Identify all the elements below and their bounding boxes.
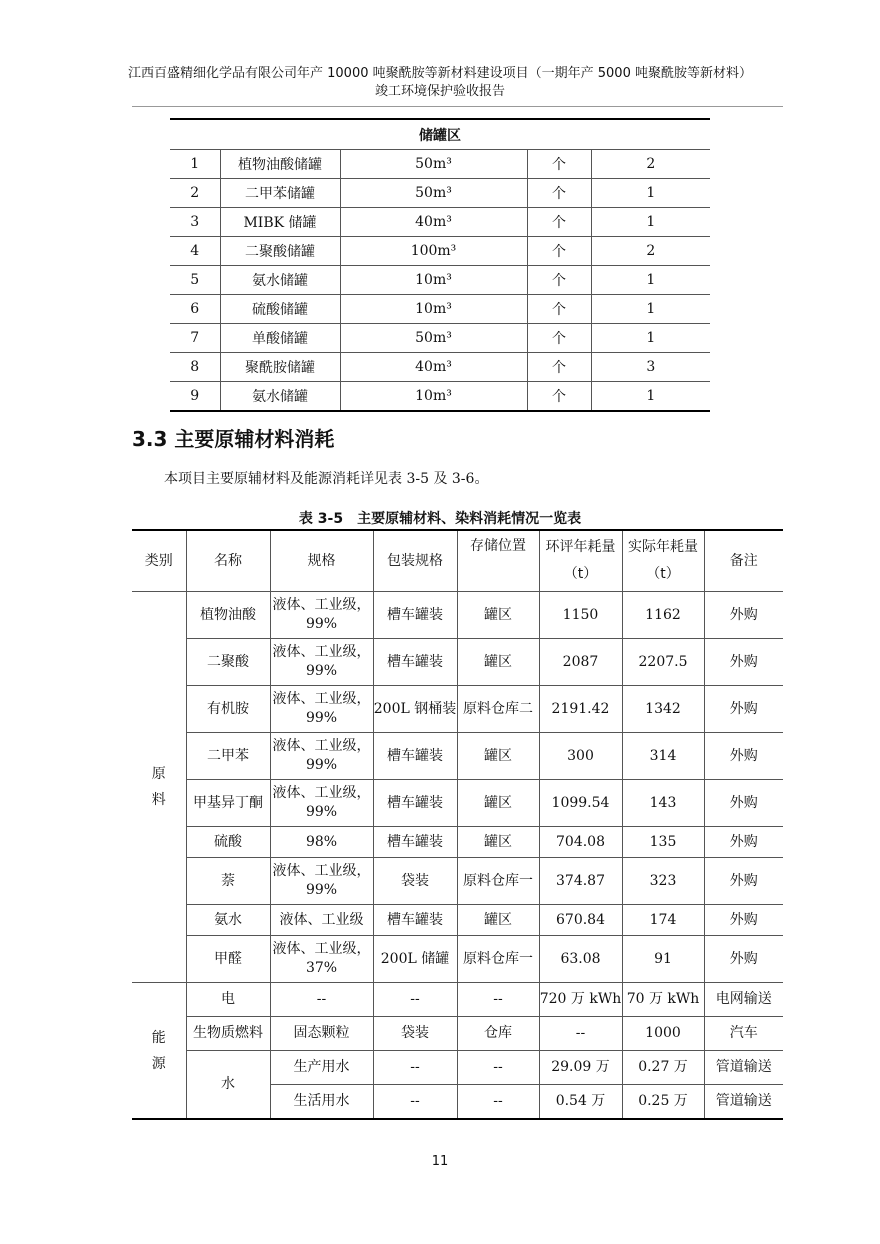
package-cell: 槽车罐装 bbox=[373, 827, 457, 858]
eia-consumption-cell: -- bbox=[539, 1017, 622, 1051]
note-cell: 管道输送 bbox=[704, 1051, 783, 1085]
eia-consumption-cell: 29.09 万 bbox=[539, 1051, 622, 1085]
table-row bbox=[132, 780, 783, 827]
spec-cell: 液体、工业级，99% bbox=[270, 733, 373, 780]
package-cell: 槽车罐装 bbox=[373, 780, 457, 827]
storage-location-cell: 罐区 bbox=[457, 733, 539, 780]
material-name-cell: 水 bbox=[186, 1051, 270, 1120]
actual-consumption-cell: 143 bbox=[622, 780, 704, 827]
volume-cell: 100m³ bbox=[340, 237, 527, 266]
category-raw-cell: 原 料 bbox=[132, 592, 186, 983]
storage-location-cell: 罐区 bbox=[457, 592, 539, 639]
table-caption: 表 3-5 主要原辅材料、染料消耗情况一览表 bbox=[298, 511, 582, 527]
section-paragraph: 本项目主要原辅材料及能源消耗详见表 3-5 及 3-6。 bbox=[164, 471, 489, 487]
table-row bbox=[132, 1051, 783, 1085]
row-number-cell: 4 bbox=[170, 237, 220, 266]
category-energy-cell: 能 源 bbox=[132, 983, 186, 1120]
note-cell: 外购 bbox=[704, 639, 783, 686]
row-number-cell: 9 bbox=[190, 388, 200, 404]
volume-cell: 40m³ bbox=[340, 208, 527, 237]
table-row bbox=[170, 208, 710, 237]
package-cell: 袋装 bbox=[373, 1017, 457, 1051]
note-cell: 汽车 bbox=[704, 1017, 783, 1051]
material-name-cell: 生物质燃料 bbox=[186, 1017, 270, 1051]
package-cell: 200L 钢桶装 bbox=[373, 686, 457, 733]
spec-cell: 生活用水 bbox=[270, 1085, 373, 1120]
eia-consumption-cell: 300 bbox=[539, 733, 622, 780]
actual-consumption-cell: 135 bbox=[622, 827, 704, 858]
table-row bbox=[132, 858, 783, 905]
storage-location-cell: -- bbox=[457, 1085, 539, 1120]
storage-table-title: 储罐区 bbox=[170, 119, 710, 150]
volume-cell: 50m³ bbox=[340, 324, 527, 353]
unit-cell: 个 bbox=[527, 179, 591, 208]
unit-cell: 个 bbox=[527, 237, 591, 266]
table-row bbox=[132, 592, 783, 639]
volume-cell: 40m³ bbox=[340, 353, 527, 382]
quantity-cell: 1 bbox=[591, 295, 710, 324]
report-header-subtitle: 竣工环境保护验收报告 bbox=[374, 84, 505, 99]
note-cell: 外购 bbox=[704, 686, 783, 733]
actual-consumption-cell: 2207.5 bbox=[622, 639, 704, 686]
quantity-cell: 2 bbox=[591, 150, 710, 179]
header-actual: 实际年耗量（t） bbox=[622, 530, 704, 592]
materials-table bbox=[132, 529, 783, 1120]
unit-cell: 个 bbox=[527, 266, 591, 295]
package-cell: -- bbox=[373, 1085, 457, 1120]
report-header-title: 江西百盛精细化学品有限公司年产 10000 吨聚酰胺等新材料建设项目（一期年产 5000 吨聚酰胺等新材料） bbox=[128, 66, 752, 81]
row-number-cell: 2 bbox=[170, 179, 220, 208]
storage-location-cell: 仓库 bbox=[457, 1017, 539, 1051]
quantity-cell: 1 bbox=[591, 208, 710, 237]
material-name-cell: 二甲苯 bbox=[186, 733, 270, 780]
package-cell: 槽车罐装 bbox=[373, 905, 457, 936]
storage-location-cell: -- bbox=[457, 1051, 539, 1085]
package-cell: 袋装 bbox=[373, 858, 457, 905]
table-row bbox=[170, 295, 710, 324]
eia-consumption-cell: 1150 bbox=[539, 592, 622, 639]
table-row bbox=[132, 936, 783, 983]
tank-name-cell: 硫酸储罐 bbox=[220, 295, 340, 324]
tank-name-cell: 二甲苯储罐 bbox=[220, 179, 340, 208]
tank-name-cell: 聚酰胺储罐 bbox=[220, 353, 340, 382]
spec-cell: 液体、工业级 bbox=[270, 905, 373, 936]
storage-location-cell: 原料仓库一 bbox=[457, 936, 539, 983]
tank-name-cell: 氨水储罐 bbox=[220, 382, 340, 412]
volume-cell: 50m³ bbox=[340, 179, 527, 208]
spec-cell: 生产用水 bbox=[270, 1051, 373, 1085]
actual-consumption-cell: 323 bbox=[622, 858, 704, 905]
note-cell: 外购 bbox=[704, 858, 783, 905]
volume-cell: 10m³ bbox=[340, 295, 527, 324]
actual-consumption-cell: 174 bbox=[622, 905, 704, 936]
quantity-cell: 1 bbox=[591, 382, 710, 412]
spec-cell: 固态颗粒 bbox=[270, 1017, 373, 1051]
spec-cell: -- bbox=[270, 983, 373, 1017]
storage-location-cell: 原料仓库一 bbox=[457, 858, 539, 905]
tank-name-cell: MIBK 储罐 bbox=[220, 208, 340, 237]
material-name-cell: 植物油酸 bbox=[186, 592, 270, 639]
tank-name-cell: 氨水储罐 bbox=[220, 266, 340, 295]
header-eia: 环评年耗量（t） bbox=[539, 530, 622, 592]
note-cell: 外购 bbox=[704, 733, 783, 780]
eia-consumption-cell: 0.54 万 bbox=[539, 1085, 622, 1120]
spec-cell: 液体、工业级，99% bbox=[270, 639, 373, 686]
note-cell: 外购 bbox=[704, 905, 783, 936]
volume-cell: 50m³ bbox=[340, 150, 527, 179]
quantity-cell: 1 bbox=[591, 266, 710, 295]
tank-name-cell: 植物油酸储罐 bbox=[220, 150, 340, 179]
note-cell: 外购 bbox=[704, 827, 783, 858]
package-cell: 槽车罐装 bbox=[373, 639, 457, 686]
spec-cell: 液体、工业级，37% bbox=[270, 936, 373, 983]
header-name: 名称 bbox=[186, 530, 270, 592]
note-cell: 外购 bbox=[704, 592, 783, 639]
spec-cell: 98% bbox=[270, 827, 373, 858]
actual-consumption-cell: 91 bbox=[622, 936, 704, 983]
section-heading: 3.3 主要原辅材料消耗 bbox=[132, 427, 335, 451]
header-pack: 包装规格 bbox=[373, 530, 457, 592]
storage-location-cell: 罐区 bbox=[457, 905, 539, 936]
note-cell: 管道输送 bbox=[704, 1085, 783, 1120]
quantity-cell: 1 bbox=[591, 179, 710, 208]
quantity-cell: 2 bbox=[591, 237, 710, 266]
table-row bbox=[132, 983, 783, 1017]
table-row bbox=[132, 1017, 783, 1051]
eia-consumption-cell: 2087 bbox=[539, 639, 622, 686]
eia-consumption-cell: 63.08 bbox=[539, 936, 622, 983]
actual-consumption-cell: 0.27 万 bbox=[622, 1051, 704, 1085]
page-number: 11 bbox=[431, 1154, 449, 1169]
package-cell: -- bbox=[373, 983, 457, 1017]
volume-cell: 10m³ bbox=[340, 266, 527, 295]
storage-location-cell: 罐区 bbox=[457, 827, 539, 858]
unit-cell: 个 bbox=[527, 353, 591, 382]
row-number-cell: 6 bbox=[170, 295, 220, 324]
spec-cell: 液体、工业级，99% bbox=[270, 592, 373, 639]
tank-name-cell: 单酸储罐 bbox=[220, 324, 340, 353]
material-name-cell: 电 bbox=[186, 983, 270, 1017]
header-category: 类别 bbox=[132, 530, 186, 592]
eia-consumption-cell: 704.08 bbox=[539, 827, 622, 858]
actual-consumption-cell: 1000 bbox=[622, 1017, 704, 1051]
row-number-cell: 8 bbox=[170, 353, 220, 382]
spec-cell: 液体、工业级，99% bbox=[270, 858, 373, 905]
row-number-cell: 1 bbox=[170, 150, 220, 179]
table-row bbox=[132, 827, 783, 858]
header-divider bbox=[132, 106, 783, 107]
storage-location-cell: 原料仓库二 bbox=[457, 686, 539, 733]
header-spec: 规格 bbox=[270, 530, 373, 592]
header-note: 备注 bbox=[704, 530, 783, 592]
table-row bbox=[170, 353, 710, 382]
table-row bbox=[170, 382, 710, 412]
eia-consumption-cell: 720 万 kWh bbox=[539, 983, 622, 1017]
package-cell: 槽车罐装 bbox=[373, 592, 457, 639]
unit-cell: 个 bbox=[527, 295, 591, 324]
actual-consumption-cell: 1162 bbox=[622, 592, 704, 639]
note-cell: 外购 bbox=[704, 780, 783, 827]
table-row bbox=[170, 324, 710, 353]
table-row bbox=[132, 686, 783, 733]
table-row bbox=[170, 237, 710, 266]
material-name-cell: 甲醛 bbox=[186, 936, 270, 983]
spec-cell: 液体、工业级，99% bbox=[270, 686, 373, 733]
package-cell: 200L 储罐 bbox=[373, 936, 457, 983]
unit-cell: 个 bbox=[527, 324, 591, 353]
storage-location-cell: -- bbox=[457, 983, 539, 1017]
actual-consumption-cell: 314 bbox=[622, 733, 704, 780]
unit-cell: 个 bbox=[527, 208, 591, 237]
spec-cell: 液体、工业级，99% bbox=[270, 780, 373, 827]
tank-name-cell: 二聚酸储罐 bbox=[220, 237, 340, 266]
package-cell: 槽车罐装 bbox=[373, 733, 457, 780]
material-name-cell: 氨水 bbox=[186, 905, 270, 936]
eia-consumption-cell: 670.84 bbox=[539, 905, 622, 936]
storage-location-cell: 罐区 bbox=[457, 780, 539, 827]
note-cell: 电网输送 bbox=[704, 983, 783, 1017]
table-row bbox=[170, 179, 710, 208]
material-name-cell: 硫酸 bbox=[186, 827, 270, 858]
table-row bbox=[132, 733, 783, 780]
row-number-cell: 5 bbox=[170, 266, 220, 295]
quantity-cell: 3 bbox=[591, 353, 710, 382]
eia-consumption-cell: 1099.54 bbox=[539, 780, 622, 827]
unit-cell: 个 bbox=[527, 150, 591, 179]
table-row bbox=[132, 639, 783, 686]
volume-cell: 10m³ bbox=[340, 382, 527, 412]
material-name-cell: 甲基异丁酮 bbox=[186, 780, 270, 827]
table-row bbox=[132, 905, 783, 936]
note-cell: 外购 bbox=[704, 936, 783, 983]
quantity-cell: 1 bbox=[591, 324, 710, 353]
material-name-cell: 二聚酸 bbox=[186, 639, 270, 686]
eia-consumption-cell: 2191.42 bbox=[539, 686, 622, 733]
row-number-cell: 3 bbox=[170, 208, 220, 237]
table-row bbox=[170, 150, 710, 179]
table-header-row bbox=[132, 530, 783, 592]
row-number-cell: 7 bbox=[170, 324, 220, 353]
material-name-cell: 有机胺 bbox=[186, 686, 270, 733]
storage-location-cell: 罐区 bbox=[457, 639, 539, 686]
actual-consumption-cell: 70 万 kWh bbox=[622, 983, 704, 1017]
eia-consumption-cell: 374.87 bbox=[539, 858, 622, 905]
material-name-cell: 萘 bbox=[186, 858, 270, 905]
actual-consumption-cell: 0.25 万 bbox=[622, 1085, 704, 1120]
table-row bbox=[170, 266, 710, 295]
package-cell: -- bbox=[373, 1051, 457, 1085]
actual-consumption-cell: 1342 bbox=[622, 686, 704, 733]
unit-cell: 个 bbox=[527, 382, 591, 412]
header-storage: 存储位置 bbox=[457, 530, 539, 592]
storage-tank-table bbox=[170, 118, 710, 412]
